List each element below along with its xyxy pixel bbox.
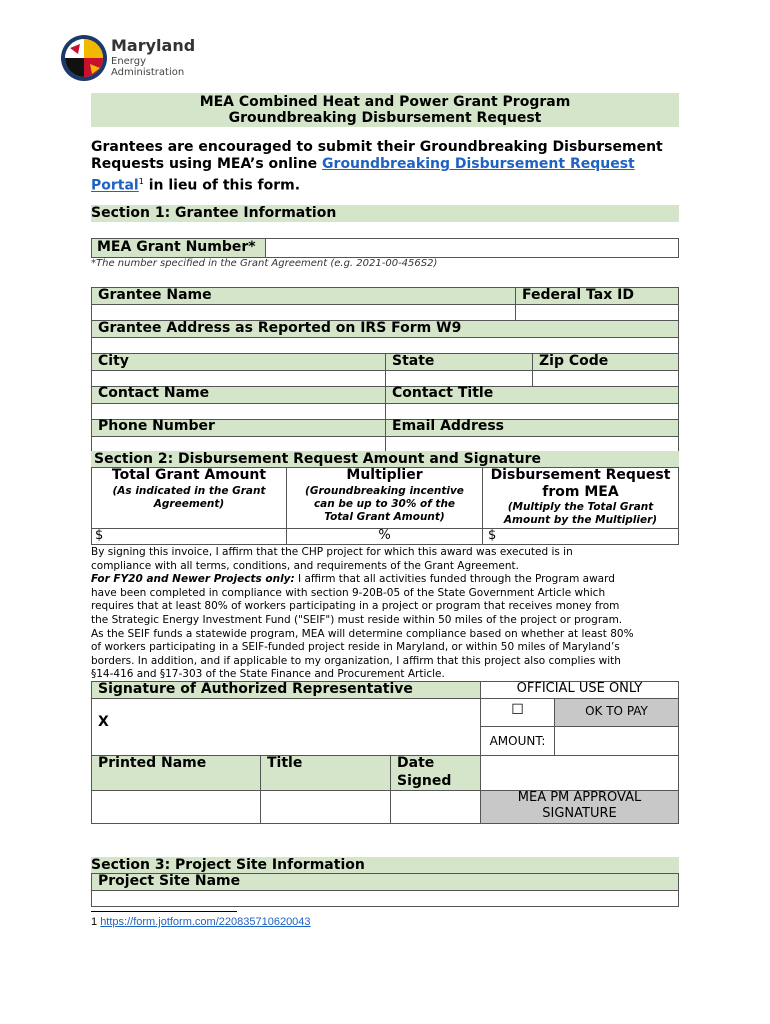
section3-heading: Section 3: Project Site Information bbox=[91, 857, 679, 874]
date-label-2: Signed bbox=[397, 773, 452, 789]
grant-number-input[interactable] bbox=[265, 238, 679, 258]
address-label: Grantee Address as Reported on IRS Form W9 bbox=[98, 320, 462, 336]
affirm-line: As the SEIF funds a statewide program, MEA will determine compliance based on whether at least 80% bbox=[91, 627, 634, 640]
form-title-line1: MEA Combined Heat and Power Grant Program bbox=[199, 94, 571, 110]
email-input[interactable] bbox=[385, 436, 679, 452]
footnote-link[interactable]: https://form.jotform.com/220835710620043 bbox=[100, 916, 311, 928]
affirm-line: By signing this invoice, I affirm that the CHP project for which this award was executed is in bbox=[91, 546, 573, 558]
affirm-line: §14-416 and §17-303 of the State Finance and Procurement Article. bbox=[91, 668, 445, 681]
form-title-line2: Groundbreaking Disbursement Request bbox=[228, 110, 542, 126]
amount-label: AMOUNT: bbox=[489, 734, 546, 748]
affirm-line: requires that at least 80% of workers participating in a project or program that receives money from bbox=[91, 600, 620, 613]
logo bbox=[60, 34, 196, 82]
total-grant-title: Total Grant Amount bbox=[111, 467, 267, 483]
pm-approval-line1: MEA PM APPROVAL bbox=[517, 790, 642, 805]
portal-link[interactable]: Groundbreaking Disbursement Request bbox=[322, 156, 635, 172]
form-title bbox=[91, 93, 679, 127]
affirm-line: of workers participating in a SEIF-funded project reside in Maryland, or within 50 miles of Maryland’s bbox=[91, 641, 620, 654]
sig-input[interactable] bbox=[91, 698, 481, 756]
sig-x: X bbox=[98, 714, 109, 730]
tax-id-input[interactable] bbox=[515, 304, 679, 321]
email-label: Email Address bbox=[392, 418, 505, 434]
sig-label: Signature of Authorized Representative bbox=[98, 681, 413, 697]
disbursement-note1: (Multiply the Total Grant bbox=[507, 501, 654, 513]
total-grant-note2: Agreement) bbox=[153, 498, 225, 510]
dollar-sign-2: $ bbox=[488, 528, 497, 543]
maryland-flag-seal-icon bbox=[60, 34, 108, 82]
intro-line1: Grantees are encouraged to submit their Groundbreaking Disbursement bbox=[91, 139, 663, 155]
grantee-name-label: Grantee Name bbox=[98, 287, 212, 303]
logo-sub2: Administration bbox=[111, 67, 185, 78]
printed-name-label: Printed Name bbox=[98, 755, 207, 771]
footnote-divider bbox=[91, 911, 237, 912]
affirm-line: compliance with all terms, conditions, and requirements of the Grant Agreement. bbox=[91, 559, 519, 572]
site-name-label: Project Site Name bbox=[98, 873, 241, 889]
disbursement-title2: from MEA bbox=[542, 484, 619, 500]
affirm-line: the Strategic Energy Investment Fund ("SEIF") must reside within 50 miles of the project or program. bbox=[91, 613, 623, 626]
multiplier-note1: (Groundbreaking incentive bbox=[305, 485, 464, 497]
zip-label: Zip Code bbox=[539, 353, 609, 369]
official-use-label: OFFICIAL USE ONLY bbox=[516, 681, 643, 696]
footnote-number: 1 bbox=[91, 916, 101, 928]
affirm-line: borders. In addition, and if applicable to my organization, I affirm that this project also complies with bbox=[91, 654, 621, 667]
section2-heading: Section 2: Disbursement Request Amount and Signature bbox=[91, 451, 679, 468]
date-input[interactable] bbox=[390, 790, 481, 824]
pm-sig-input[interactable] bbox=[480, 755, 679, 791]
grant-number-label: MEA Grant Number* bbox=[97, 239, 256, 255]
portal-link-cont[interactable]: Portal bbox=[91, 177, 139, 194]
footnote bbox=[91, 916, 311, 928]
ok-to-pay-checkbox[interactable]: ☐ bbox=[511, 702, 524, 718]
title-input[interactable] bbox=[260, 790, 391, 824]
intro-line2: Requests using MEA’s online bbox=[91, 156, 323, 172]
title-label: Title bbox=[267, 755, 303, 771]
phone-label: Phone Number bbox=[98, 418, 215, 434]
footnote-ref: 1 bbox=[138, 177, 144, 186]
multiplier-note3: Total Grant Amount) bbox=[324, 511, 445, 523]
pm-approval-line2: SIGNATURE bbox=[542, 806, 617, 821]
date-label-1: Date bbox=[397, 755, 435, 771]
grant-number-note: *The number specified in the Grant Agreement (e.g. 2021-00-456S2) bbox=[91, 258, 438, 269]
intro-text bbox=[91, 139, 691, 195]
grantee-name-input[interactable] bbox=[91, 304, 516, 321]
amount-input[interactable] bbox=[554, 726, 679, 756]
total-grant-input[interactable] bbox=[91, 528, 287, 545]
ok-to-pay-label: OK TO PAY bbox=[585, 704, 648, 718]
city-label-cell bbox=[91, 353, 386, 371]
phone-input[interactable] bbox=[91, 436, 386, 452]
intro-line3: in lieu of this form. bbox=[143, 177, 301, 194]
dollar-sign-1: $ bbox=[95, 528, 104, 543]
disbursement-note2: Amount by the Multiplier) bbox=[503, 514, 658, 526]
multiplier-note2: can be up to 30% of the bbox=[313, 498, 456, 510]
city-label: City bbox=[98, 353, 129, 369]
zip-input[interactable] bbox=[532, 370, 679, 387]
state-label: State bbox=[392, 353, 435, 369]
percent-sign: % bbox=[378, 528, 391, 543]
multiplier-title: Multiplier bbox=[346, 467, 423, 483]
disbursement-title1: Disbursement Request bbox=[490, 467, 671, 483]
disbursement-input[interactable] bbox=[482, 528, 679, 545]
address-input[interactable] bbox=[91, 337, 679, 354]
affirm-line: have been completed in compliance with section 9-20B-05 of the State Government Article which bbox=[91, 586, 606, 599]
printed-name-input[interactable] bbox=[91, 790, 261, 824]
logo-sub1: Energy bbox=[111, 56, 147, 67]
tax-id-label: Federal Tax ID bbox=[522, 287, 634, 303]
fy20-label: For FY20 and Newer Projects only: bbox=[91, 573, 295, 586]
contact-name-label: Contact Name bbox=[98, 385, 210, 401]
affirm-line: I affirm that all activities funded through the Program award bbox=[294, 573, 615, 586]
site-name-input[interactable] bbox=[91, 890, 679, 907]
affirmation-text bbox=[91, 546, 686, 682]
total-grant-note1: (As indicated in the Grant bbox=[112, 485, 266, 497]
contact-title-label: Contact Title bbox=[392, 385, 494, 401]
logo-title: Maryland bbox=[111, 36, 196, 55]
section1-heading: Section 1: Grantee Information bbox=[91, 205, 679, 222]
